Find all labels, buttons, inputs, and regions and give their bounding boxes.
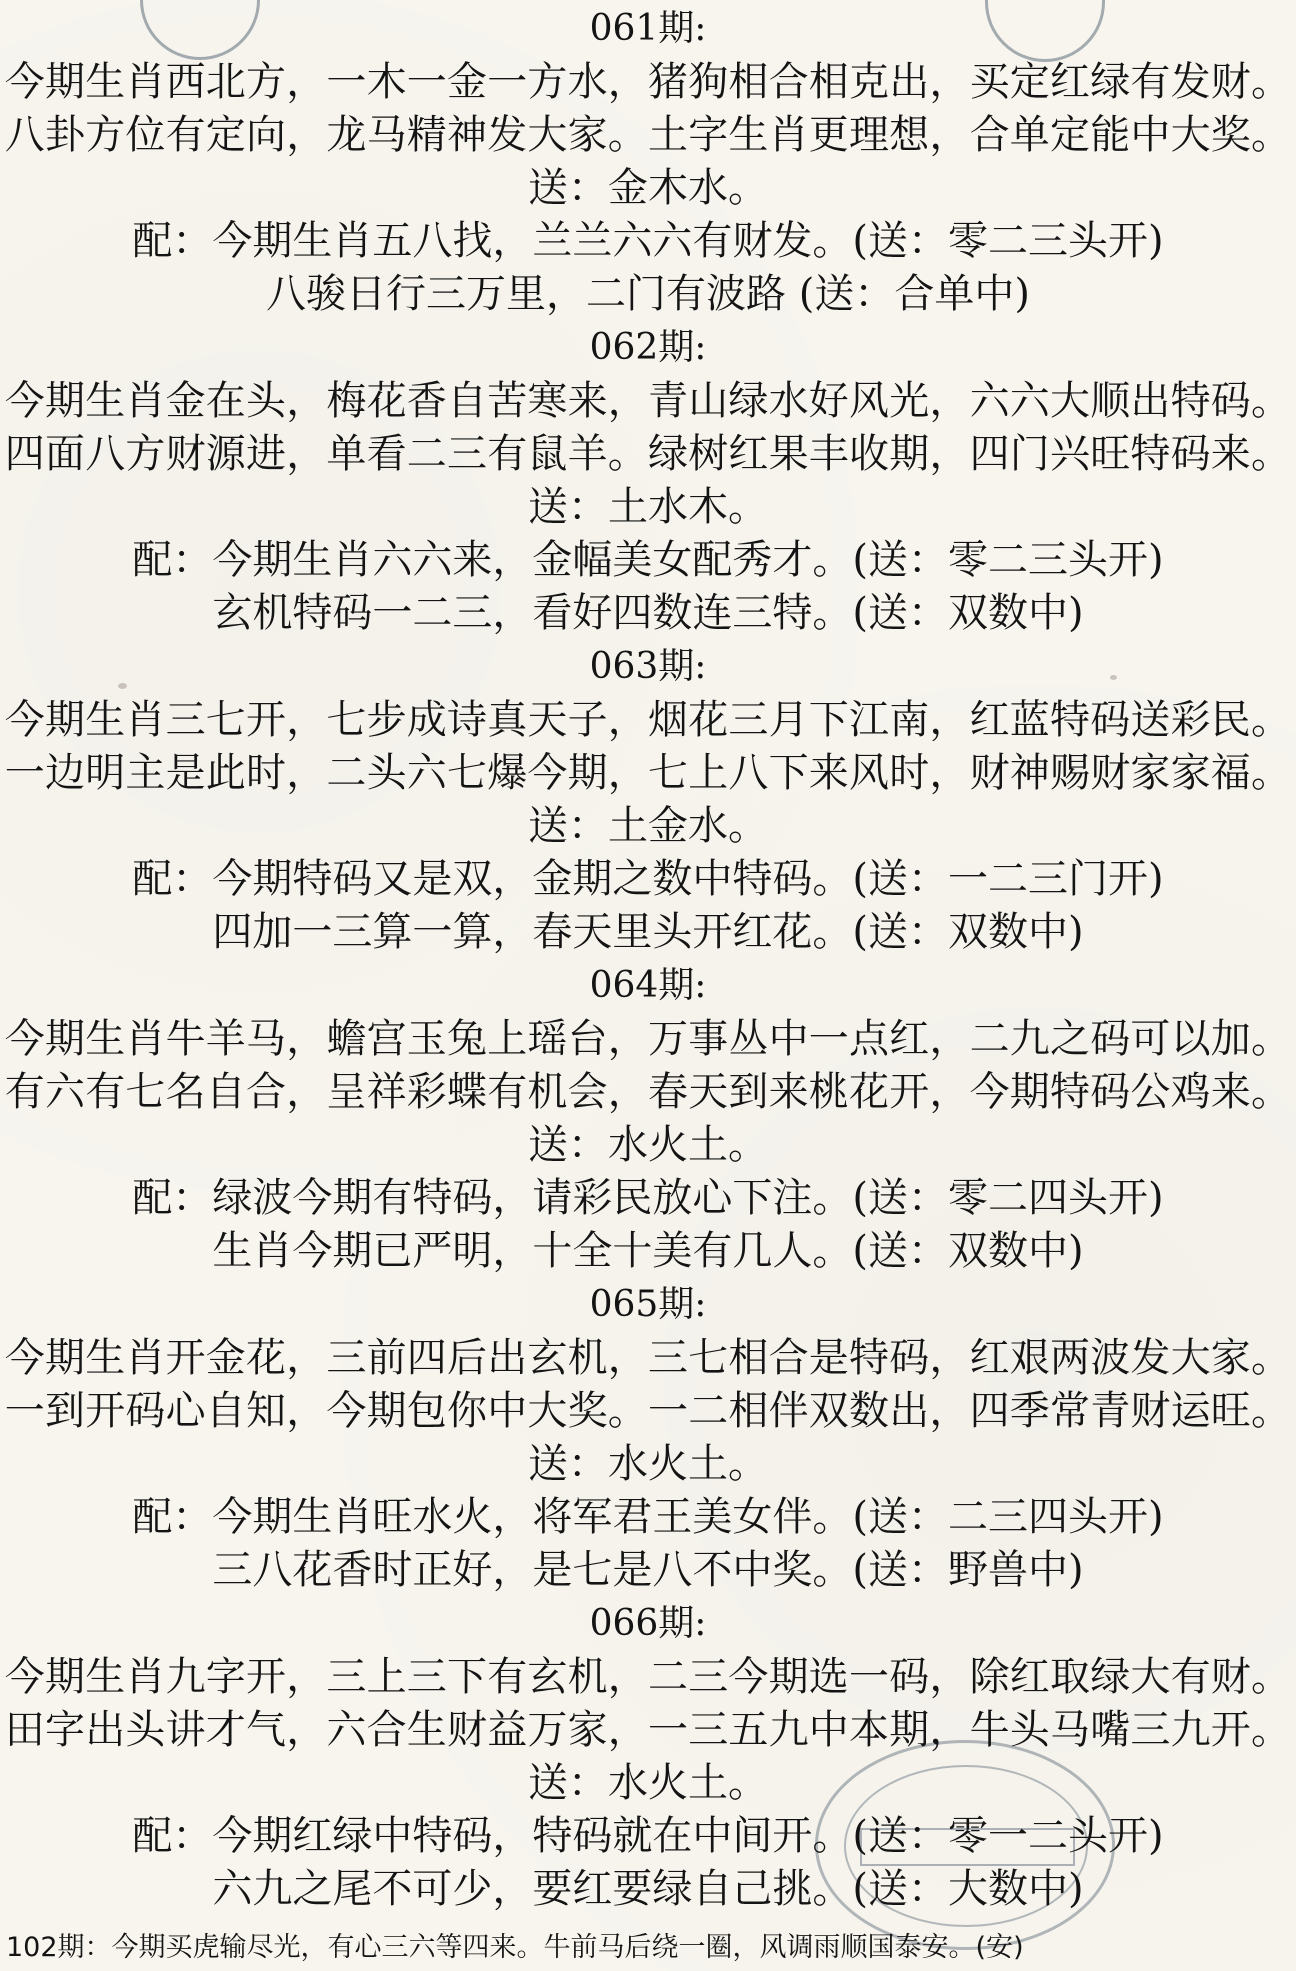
extra-line: 配：绿波今期有特码，请彩民放心下注。(送：零二四头开) [132, 1175, 1164, 1221]
period-heading: 066期: [589, 1603, 707, 1644]
verse-line: 一到开码心自知，今期包你中大奖。一二相伴双数出，四季常青财运旺。 [4, 1388, 1292, 1434]
verse-line: 今期生肖开金花，三前四后出玄机，三七相合是特码，红艰两波发大家。 [4, 1335, 1292, 1381]
extra-line: 配：今期生肖五八找，兰兰六六有财发。(送：零二三头开) [132, 218, 1164, 264]
period-block [0, 1278, 1296, 1597]
gift-line: 送：水火土。 [528, 1441, 768, 1487]
verse-line: 今期生肖三七开，七步成诗真天子，烟花三月下江南，红蓝特码送彩民。 [4, 697, 1292, 743]
gift-line: 送：土水木。 [528, 484, 768, 530]
period-block [0, 321, 1296, 640]
period-heading: 062期: [589, 327, 707, 368]
period-heading: 061期: [589, 8, 707, 49]
extra-line: 玄机特码一二三，看好四数连三特。(送：双数中) [212, 590, 1084, 636]
extra-line: 六九之尾不可少，要红要绿自己挑。(送：大数中) [212, 1866, 1084, 1912]
gift-line: 送：水火土。 [528, 1122, 768, 1168]
verse-line: 八卦方位有定向，龙马精神发大家。土字生肖更理想，合单定能中大奖。 [4, 112, 1292, 158]
extra-line: 配：今期生肖旺水火，将军君王美女伴。(送：二三四头开) [132, 1494, 1164, 1540]
gift-line: 送：土金水。 [528, 803, 768, 849]
period-block [0, 2, 1296, 321]
period-heading: 065期: [589, 1284, 707, 1325]
extra-line: 配：今期特码又是双，金期之数中特码。(送：一二三门开) [132, 856, 1164, 902]
gift-line: 送：金木水。 [528, 165, 768, 211]
extra-line: 生肖今期已严明，十全十美有几人。(送：双数中) [212, 1228, 1084, 1274]
verse-line: 今期生肖金在头，梅花香自苦寒来，青山绿水好风光，六六大顺出特码。 [4, 378, 1292, 424]
period-block [0, 640, 1296, 959]
extra-line: 配：今期生肖六六来，金幅美女配秀才。(送：零二三头开) [132, 537, 1164, 583]
verse-line: 今期生肖西北方，一木一金一方水，猪狗相合相克出，买定红绿有发财。 [4, 59, 1292, 105]
verse-line: 四面八方财源进，单看二三有鼠羊。绿树红果丰收期，四门兴旺特码来。 [4, 431, 1292, 477]
gift-line: 送：水火土。 [528, 1760, 768, 1806]
extra-line: 配：今期红绿中特码，特码就在中间开。(送：零一二头开) [132, 1813, 1164, 1859]
extra-line: 四加一三算一算，春天里头开红花。(送：双数中) [212, 909, 1084, 955]
verse-line: 有六有七名自合，呈祥彩蝶有机会，春天到来桃花开，今期特码公鸡来。 [4, 1069, 1292, 1115]
verse-line: 田字出头讲才气，六合生财益万家，一三五九中本期，牛头马嘴三九开。 [4, 1707, 1292, 1753]
period-block [0, 1597, 1296, 1916]
extra-line: 八骏日行三万里，二门有波路 (送：合单中) [266, 271, 1030, 317]
period-heading: 063期: [589, 646, 707, 687]
verse-line: 今期生肖牛羊马，蟾宫玉兔上瑶台，万事丛中一点红，二九之码可以加。 [4, 1016, 1292, 1062]
period-heading: 064期: [589, 965, 707, 1006]
footer-line: 102期：今期买虎输尽光，有心三六等四来。牛前马后绕一圈，风调雨顺国泰安。(安) [6, 1932, 1024, 1963]
verse-line: 今期生肖九字开，三上三下有玄机，二三今期选一码，除红取绿大有财。 [4, 1654, 1292, 1700]
period-block [0, 959, 1296, 1278]
extra-line: 三八花香时正好，是七是八不中奖。(送：野兽中) [212, 1547, 1084, 1593]
verse-line: 一边明主是此时，二头六七爆今期，七上八下来风时，财神赐财家家福。 [4, 750, 1292, 796]
